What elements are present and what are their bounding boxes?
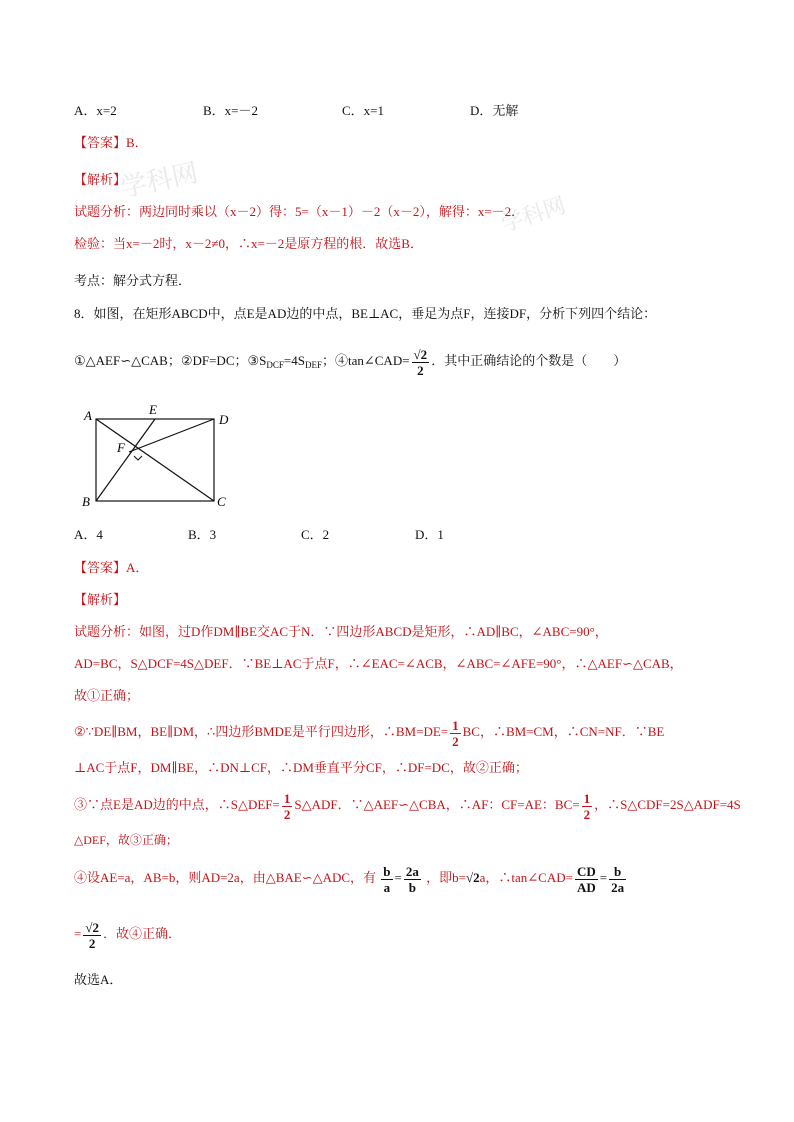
q8-analysis-line8: ④设AE=a，AB=b，则AD=2a，由△BAE∽△ADC，有 $\frac{b}{a}$ = $\frac{2a}{b}$ ，即b=√2a，∴tan∠CAD= $\frac{CD}{AD}$ = $\frac{b}{2a}$ xyxy=(74,863,625,895)
fraction-cd-over-ad: $\frac{CD}{AD}$ xyxy=(576,863,596,895)
q8-option-d: D．1 xyxy=(415,527,444,542)
q8-stem-line2: ①△AEF∽△CAB；②DF=DC；$③S_{DCF}=4S_{DEF}$；④tan∠CAD= $\frac{√2}{2}$ ．其中正确结论的个数是（ ） xyxy=(74,346,627,378)
label-E: E xyxy=(149,402,157,417)
label-B: B xyxy=(82,494,90,509)
fraction-one-half: $\frac{1}{2}$ xyxy=(583,790,591,822)
q8-analysis-line4: ②∵DE∥BM，BE∥DM，∴四边形BMDE是平行四边形，∴BM=DE= $\frac{1}{2}$ BC，∴BM=CM，∴CN=NF．∵BE xyxy=(74,717,665,749)
q7-analysis-line2: 检验：当x=－2时，x－2≠0，∴x=－2是原方程的根．故选B． xyxy=(74,236,423,251)
q8-analysis-line7: △DEF，故③正确； xyxy=(74,833,178,847)
watermark: 学科网 xyxy=(498,193,569,238)
q7-jiexi-heading: 【解析】 xyxy=(74,172,127,187)
fraction-one-half: $\frac{1}{2}$ xyxy=(452,717,459,749)
q8-option-c: C．2 xyxy=(301,527,330,542)
fraction-b-over-2a: $\frac{b}{2a}$ xyxy=(611,863,625,895)
fraction-sqrt2-over-2: $\frac{√2}{2}$ xyxy=(413,346,428,378)
label-F: F xyxy=(117,440,125,455)
label-D: D xyxy=(219,412,229,427)
q8-analysis-line9: = $\frac{√2}{2}$ ．故④正确． xyxy=(74,919,181,951)
fraction-sqrt2-over-2: $\frac{√2}{2}$ xyxy=(85,919,99,951)
q8-stem-line1: 8．如图，在矩形ABCD中，点E是AD边的中点，BE⊥AC，垂足为点F，连接DF，分析下列四个结论： xyxy=(74,306,657,321)
q7-option-b: B．x=－2 xyxy=(203,103,259,118)
label-A: A xyxy=(84,408,92,423)
q7-option-a: A．x=2 xyxy=(74,103,117,118)
q7-answer: 【答案】B． xyxy=(74,135,148,150)
rectangle-figure xyxy=(74,402,254,512)
q8-analysis-line2: AD=BC，S△DCF=4S△DEF．∵BE⊥AC于点F，∴∠EAC=∠ACB，∠ABC=∠AFE=90°，∴△AEF∽△CAB， xyxy=(74,656,683,671)
q8-jiexi-heading: 【解析】 xyxy=(74,592,127,607)
q7-kaodian: 考点：解分式方程． xyxy=(74,273,192,288)
q7-option-d: D．无解 xyxy=(470,103,519,118)
q8-analysis-line5: ⊥AC于点F，DM∥BE，∴DN⊥CF，∴DM垂直平分CF，∴DF=DC，故②正确； xyxy=(74,760,528,775)
fraction-b-over-a: $\frac{b}{a}$ xyxy=(383,863,391,895)
watermark: 学科网 xyxy=(118,158,201,204)
fraction-one-half: $\frac{1}{2}$ xyxy=(283,790,291,822)
q8-final: 故选A． xyxy=(74,972,123,987)
q8-answer: 【答案】A． xyxy=(74,560,149,575)
q7-option-c: C．x=1 xyxy=(342,103,385,118)
q8-analysis-line6: ③∵点E是AD边的中点，∴S△DEF= $\frac{1}{2}$ S△ADF．∵△AEF∽△CBA，∴AF：CF=AE：BC= $\frac{1}{2}$ ，∴S△CDF=2S△ADF=4S xyxy=(74,790,741,822)
q8-analysis-line3: 故①正确； xyxy=(74,688,140,703)
label-C: C xyxy=(217,494,226,509)
q7-analysis-line1: 试题分析：两边同时乘以（x－2）得：5=（x－1）－2（x－2），解得：x=－2． xyxy=(74,204,525,219)
q8-analysis-line1: 试题分析：如图，过D作DM∥BE交AC于N．∵四边形ABCD是矩形，∴AD∥BC，∠ABC=90°， xyxy=(74,624,608,639)
q8-option-b: B．3 xyxy=(188,527,217,542)
fraction-2a-over-b: $\frac{2a}{b}$ xyxy=(405,863,419,895)
q8-option-a: A．4 xyxy=(74,527,103,542)
